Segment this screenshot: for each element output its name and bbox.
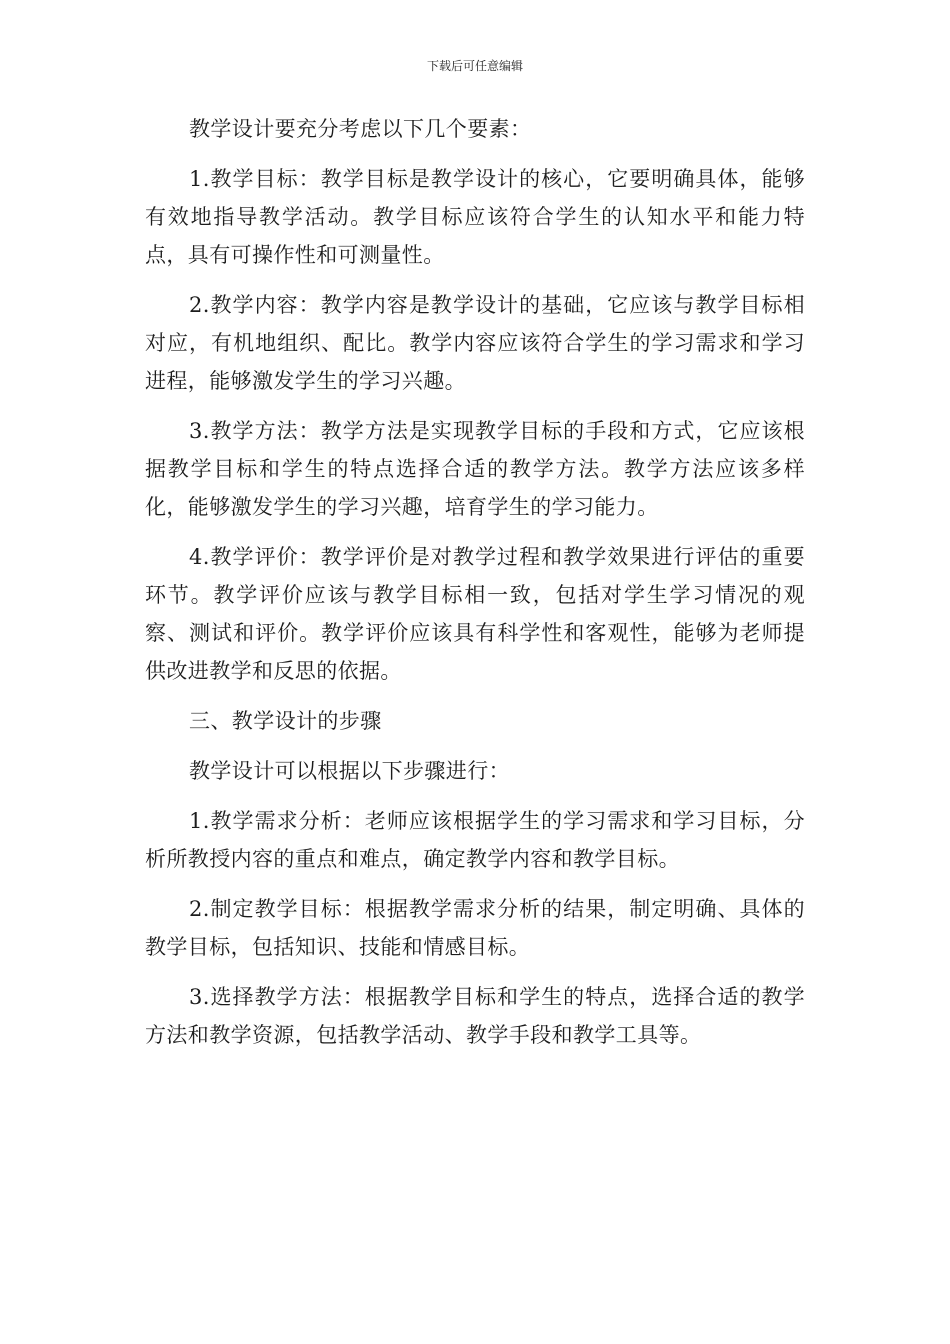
document-body	[145, 110, 805, 1066]
paragraph-teaching-method: 3.教学方法：教学方法是实现教学目标的手段和方式，它应该根据教学目标和学生的特点选择合适的教学方法。教学方法应该多样化，能够激发学生的学习兴趣，培育学生的学习能力。	[145, 419, 805, 519]
paragraph-intro: 教学设计要充分考虑以下几个要素：	[189, 117, 532, 141]
section-heading-steps: 三、教学设计的步骤	[189, 709, 382, 733]
paragraph-teaching-goal: 1.教学目标：教学目标是教学设计的核心，它要明确具体，能够有效地指导教学活动。教学目标应该符合学生的认知水平和能力特点，具有可操作性和可测量性。	[145, 167, 805, 267]
paragraph-teaching-content: 2.教学内容：教学内容是教学设计的基础，它应该与教学目标相对应，有机地组织、配比。教学内容应该符合学生的学习需求和学习进程，能够激发学生的学习兴趣。	[145, 293, 805, 393]
paragraph-step-set-goals: 2.制定教学目标：根据教学需求分析的结果，制定明确、具体的教学目标，包括知识、技能和情感目标。	[145, 897, 805, 959]
paragraph-steps-intro: 教学设计可以根据以下步骤进行：	[189, 759, 510, 783]
paragraph-step-needs-analysis: 1.教学需求分析：老师应该根据学生的学习需求和学习目标，分析所教授内容的重点和难点，确定教学内容和教学目标。	[145, 809, 805, 871]
paragraph-teaching-evaluation: 4.教学评价：教学评价是对教学过程和教学效果进行评估的重要环节。教学评价应该与教学目标相一致，包括对学生学习情况的观察、测试和评价。教学评价应该具有科学性和客观性，能够为老师提供改进教学和反思的依据。	[145, 545, 805, 683]
paragraph-step-choose-method: 3.选择教学方法：根据教学目标和学生的特点，选择合适的教学方法和教学资源，包括教学活动、教学手段和教学工具等。	[145, 985, 805, 1047]
page-header-note: 下载后可任意编辑	[426, 59, 523, 73]
